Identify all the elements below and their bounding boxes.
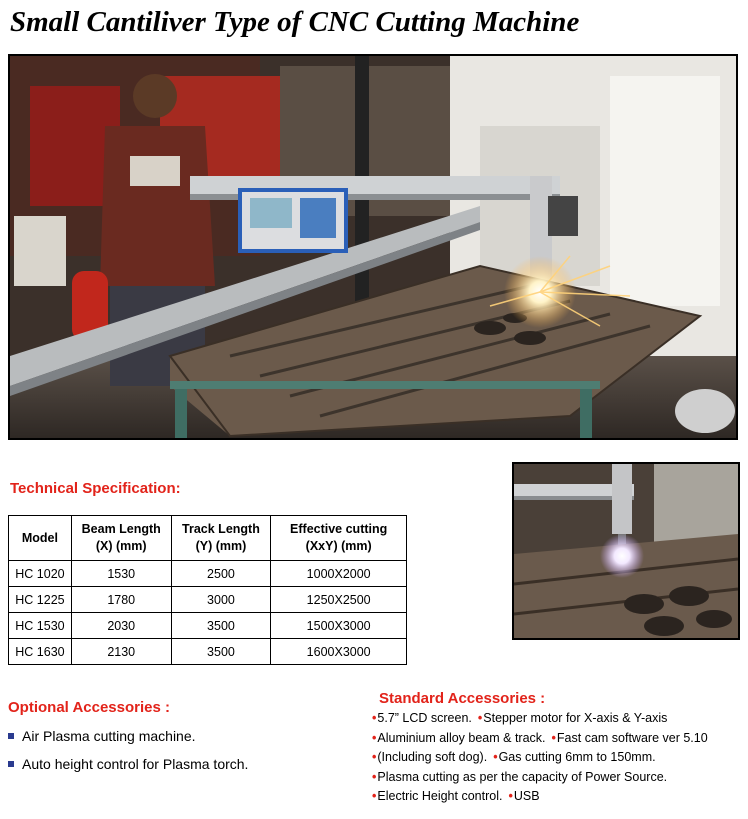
list-item: •Aluminium alloy beam & track. •Fast cam software ver 5.10 [372,730,708,745]
col-header-beam-length: Beam Length (X) (mm) [71,516,171,561]
cell-effective-cutting: 1600X3000 [271,639,407,665]
bullet-dot-icon: • [372,789,377,804]
list-item: •Electric Height control. •USB [372,789,540,804]
tech-spec-heading: Technical Specification: [10,480,181,497]
table-row [9,613,407,639]
square-bullet-icon [8,733,14,739]
bullet-dot-icon: • [372,769,377,784]
cell-track-length: 2500 [171,561,271,587]
cell-model: HC 1530 [9,613,72,639]
page-title: Small Cantiliver Type of CNC Cutting Machine [10,6,580,38]
cell-track-length: 3000 [171,587,271,613]
cell-track-length: 3500 [171,613,271,639]
cell-beam-length: 2130 [71,639,171,665]
list-item: •(Including soft dog). •Gas cutting 6mm to 150mm. [372,750,656,765]
machine-photo-closeup [512,462,740,640]
machine-photo-main [8,54,738,440]
bullet-dot-icon: • [477,711,483,725]
standard-accessories-list [372,709,708,807]
optional-accessories-heading: Optional Accessories : [8,699,170,716]
cell-model: HC 1020 [9,561,72,587]
tech-spec-table [8,515,407,665]
table-header-row [9,516,407,561]
table-row [9,587,407,613]
cell-effective-cutting: 1500X3000 [271,613,407,639]
bullet-dot-icon: • [372,750,377,765]
list-item: •Plasma cutting as per the capacity of Power Source. [372,769,668,784]
list-item: Auto height control for Plasma torch. [8,754,248,782]
list-item: Air Plasma cutting machine. [8,726,248,754]
col-header-track-length: Track Length (Y) (mm) [171,516,271,561]
col-header-effective-cutting: Effective cutting (XxY) (mm) [271,516,407,561]
cell-track-length: 3500 [171,639,271,665]
bullet-dot-icon: • [493,750,498,765]
cell-beam-length: 1530 [71,561,171,587]
cell-effective-cutting: 1250X2500 [271,587,407,613]
optional-accessories-list [8,726,248,782]
bullet-dot-icon: • [551,730,556,745]
col-header-model: Model [9,516,72,561]
cell-beam-length: 2030 [71,613,171,639]
cell-model: HC 1630 [9,639,72,665]
cell-effective-cutting: 1000X2000 [271,561,407,587]
bullet-dot-icon: • [372,730,377,745]
bullet-dot-icon: • [508,789,513,804]
bullet-dot-icon: • [372,711,377,725]
cell-model: HC 1225 [9,587,72,613]
cell-beam-length: 1780 [71,587,171,613]
square-bullet-icon [8,761,14,767]
list-item: •5.7” LCD screen. •Stepper motor for X-axis & Y-axis [372,711,668,725]
table-row [9,561,407,587]
standard-accessories-heading: Standard Accessories : [379,690,546,707]
table-row [9,639,407,665]
